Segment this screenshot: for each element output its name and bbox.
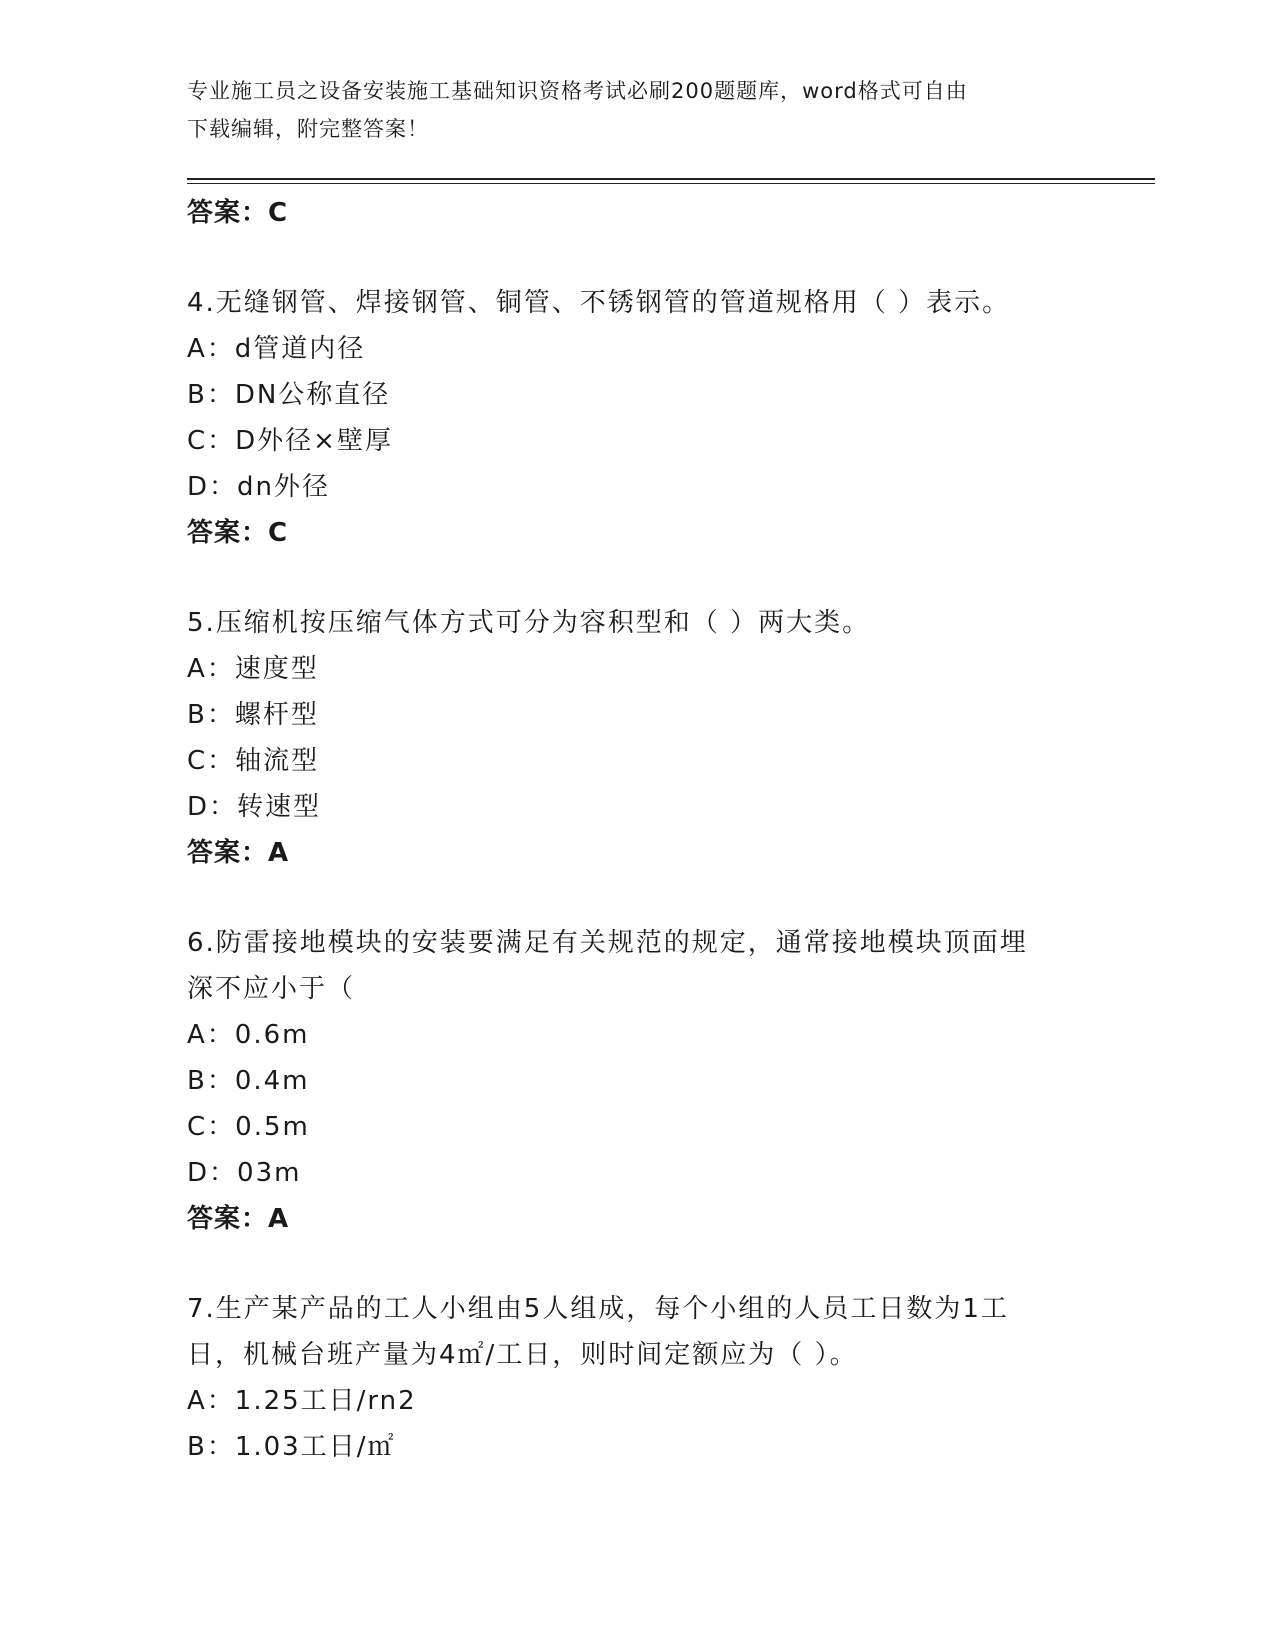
option-a: A：1.25工日/rn2 [187,1386,417,1416]
option-a: A：速度型 [187,654,319,684]
question-5 [187,600,1087,876]
option-d: D：03m [187,1158,302,1188]
question-text: 4.无缝钢管、焊接钢管、铜管、不锈钢管的管道规格用（ ）表示。 [187,288,1011,318]
answer: 答案：A [187,1204,290,1234]
header-divider [187,178,1155,180]
question-list [187,188,1087,1470]
option-b: B：1.03工日/㎡ [187,1432,396,1462]
question-4 [187,280,1087,556]
answer: 答案：A [187,838,290,868]
previous-answer: 答案：C [187,198,289,228]
option-d: D：dn外径 [187,472,331,502]
question-text-continued: 深不应小于（ [187,974,356,1004]
option-b: B：0.4m [187,1066,310,1096]
question-text: 7.生产某产品的工人小组由5人组成，每个小组的人员工日数为1工 [187,1294,1009,1324]
header-divider-thin [187,183,1155,184]
option-a: A：d管道内径 [187,334,366,364]
document-header [187,72,1067,148]
question-text-continued: 日，机械台班产量为4㎡/工日，则时间定额应为（ ）。 [187,1340,858,1370]
question-text: 6.防雷接地模块的安装要满足有关规范的规定，通常接地模块顶面埋 [187,928,1028,958]
question-7 [187,1286,1087,1470]
option-b: B：DN公称直径 [187,380,391,410]
option-d: D：转速型 [187,792,322,822]
header-line-2: 下载编辑，附完整答案！ [187,117,429,141]
option-c: C：轴流型 [187,746,320,776]
answer: 答案：C [187,518,289,548]
header-line-1: 专业施工员之设备安装施工基础知识资格考试必刷200题题库，word格式可自由 [187,79,968,103]
question-text: 5.压缩机按压缩气体方式可分为容积型和（ ）两大类。 [187,608,871,638]
question-6 [187,920,1087,1242]
option-c: C：D外径×壁厚 [187,426,393,456]
option-a: A：0.6m [187,1020,310,1050]
option-c: C：0.5m [187,1112,310,1142]
option-b: B：螺杆型 [187,700,319,730]
